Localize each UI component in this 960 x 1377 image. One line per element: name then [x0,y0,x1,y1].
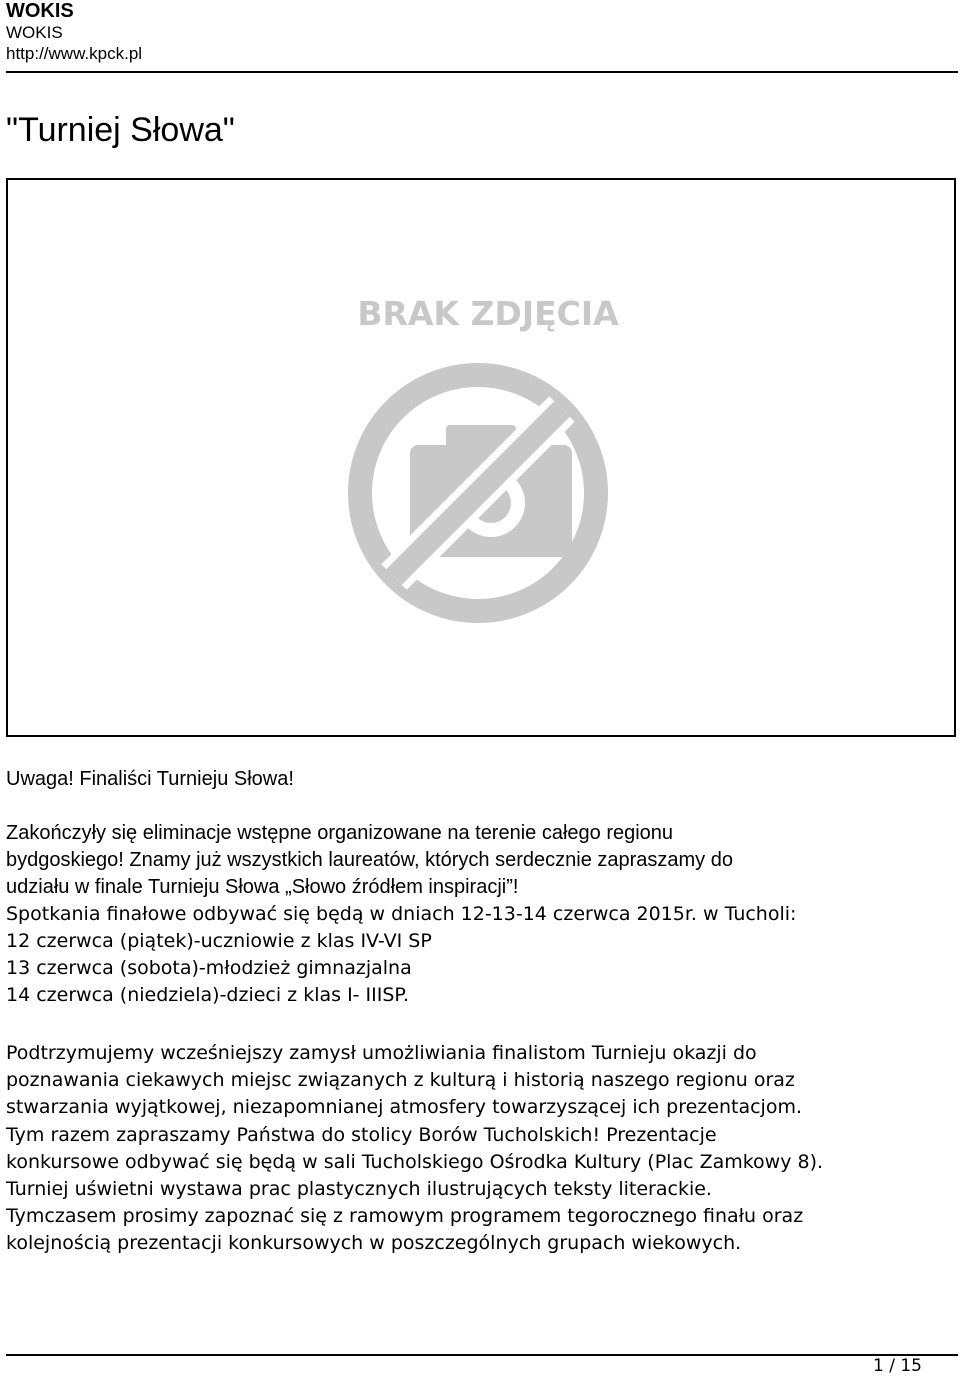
article-title: "Turniej Słowa" [6,111,235,149]
article-heading: Uwaga! Finaliści Turnieju Słowa! [6,768,294,790]
body-line: Tymczasem prosimy zapoznać się z ramowym programem tegorocznego finału oraz [6,1205,804,1228]
image-placeholder-frame [6,178,956,737]
site-subtitle: WOKIS [6,23,63,42]
body-line: Tym razem zapraszamy Państwa do stolicy Borów Tucholskich! Prezentacje [6,1123,717,1146]
site-title: WOKIS [6,0,74,22]
body-line: Turniej uświetni wystawa prac plastycznych ilustrujących teksty literackie. [6,1178,712,1201]
intro-line: Zakończyły się eliminacje wstępne organizowane na terenie całego regionu [6,822,674,844]
body-line: kolejnością prezentacji konkursowych w poszczególnych grupach wiekowych. [6,1232,742,1255]
article-body [6,1040,956,1258]
no-photo-caption: BRAK ZDJĘCIA [357,294,619,333]
page-header [6,0,958,65]
header-divider [6,71,958,73]
body-line: poznawania ciekawych miejsc związanych z kulturą i historią naszego regionu oraz [6,1069,795,1092]
schedule-line: 13 czerwca (sobota)-młodzież gimnazjalna [6,957,412,979]
schedule-line: 14 czerwca (niedziela)-dzieci z klas I- IIISP. [6,984,409,1006]
schedule-line: Spotkania finałowe odbywać się będą w dniach 12-13-14 czerwca 2015r. w Tucholi: [6,903,797,925]
body-line: konkursowe odbywać się będą w sali Tucholskiego Ośrodka Kultury (Plac Zamkowy 8). [6,1150,824,1173]
body-line: Podtrzymujemy wcześniejszy zamysł umożliwiania finalistom Turnieju okazji do [6,1042,757,1064]
footer-divider [6,1354,958,1356]
page-number: 1 / 15 [873,1356,922,1376]
site-url[interactable]: http://www.kpck.pl [6,44,143,63]
article-intro [6,766,956,1009]
no-photo-icon [348,285,628,625]
schedule-line: 12 czerwca (piątek)-uczniowie z klas IV-VI SP [6,930,432,952]
intro-line: bydgoskiego! Znamy już wszystkich laureatów, których serdecznie zapraszamy do [6,849,733,871]
intro-line: udziału w finale Turnieju Słowa „Słowo źródłem inspiracji”! [6,876,519,898]
body-line: stwarzania wyjątkowej, niezapomnianej atmosfery towarzyszącej ich prezentacjom. [6,1096,802,1119]
